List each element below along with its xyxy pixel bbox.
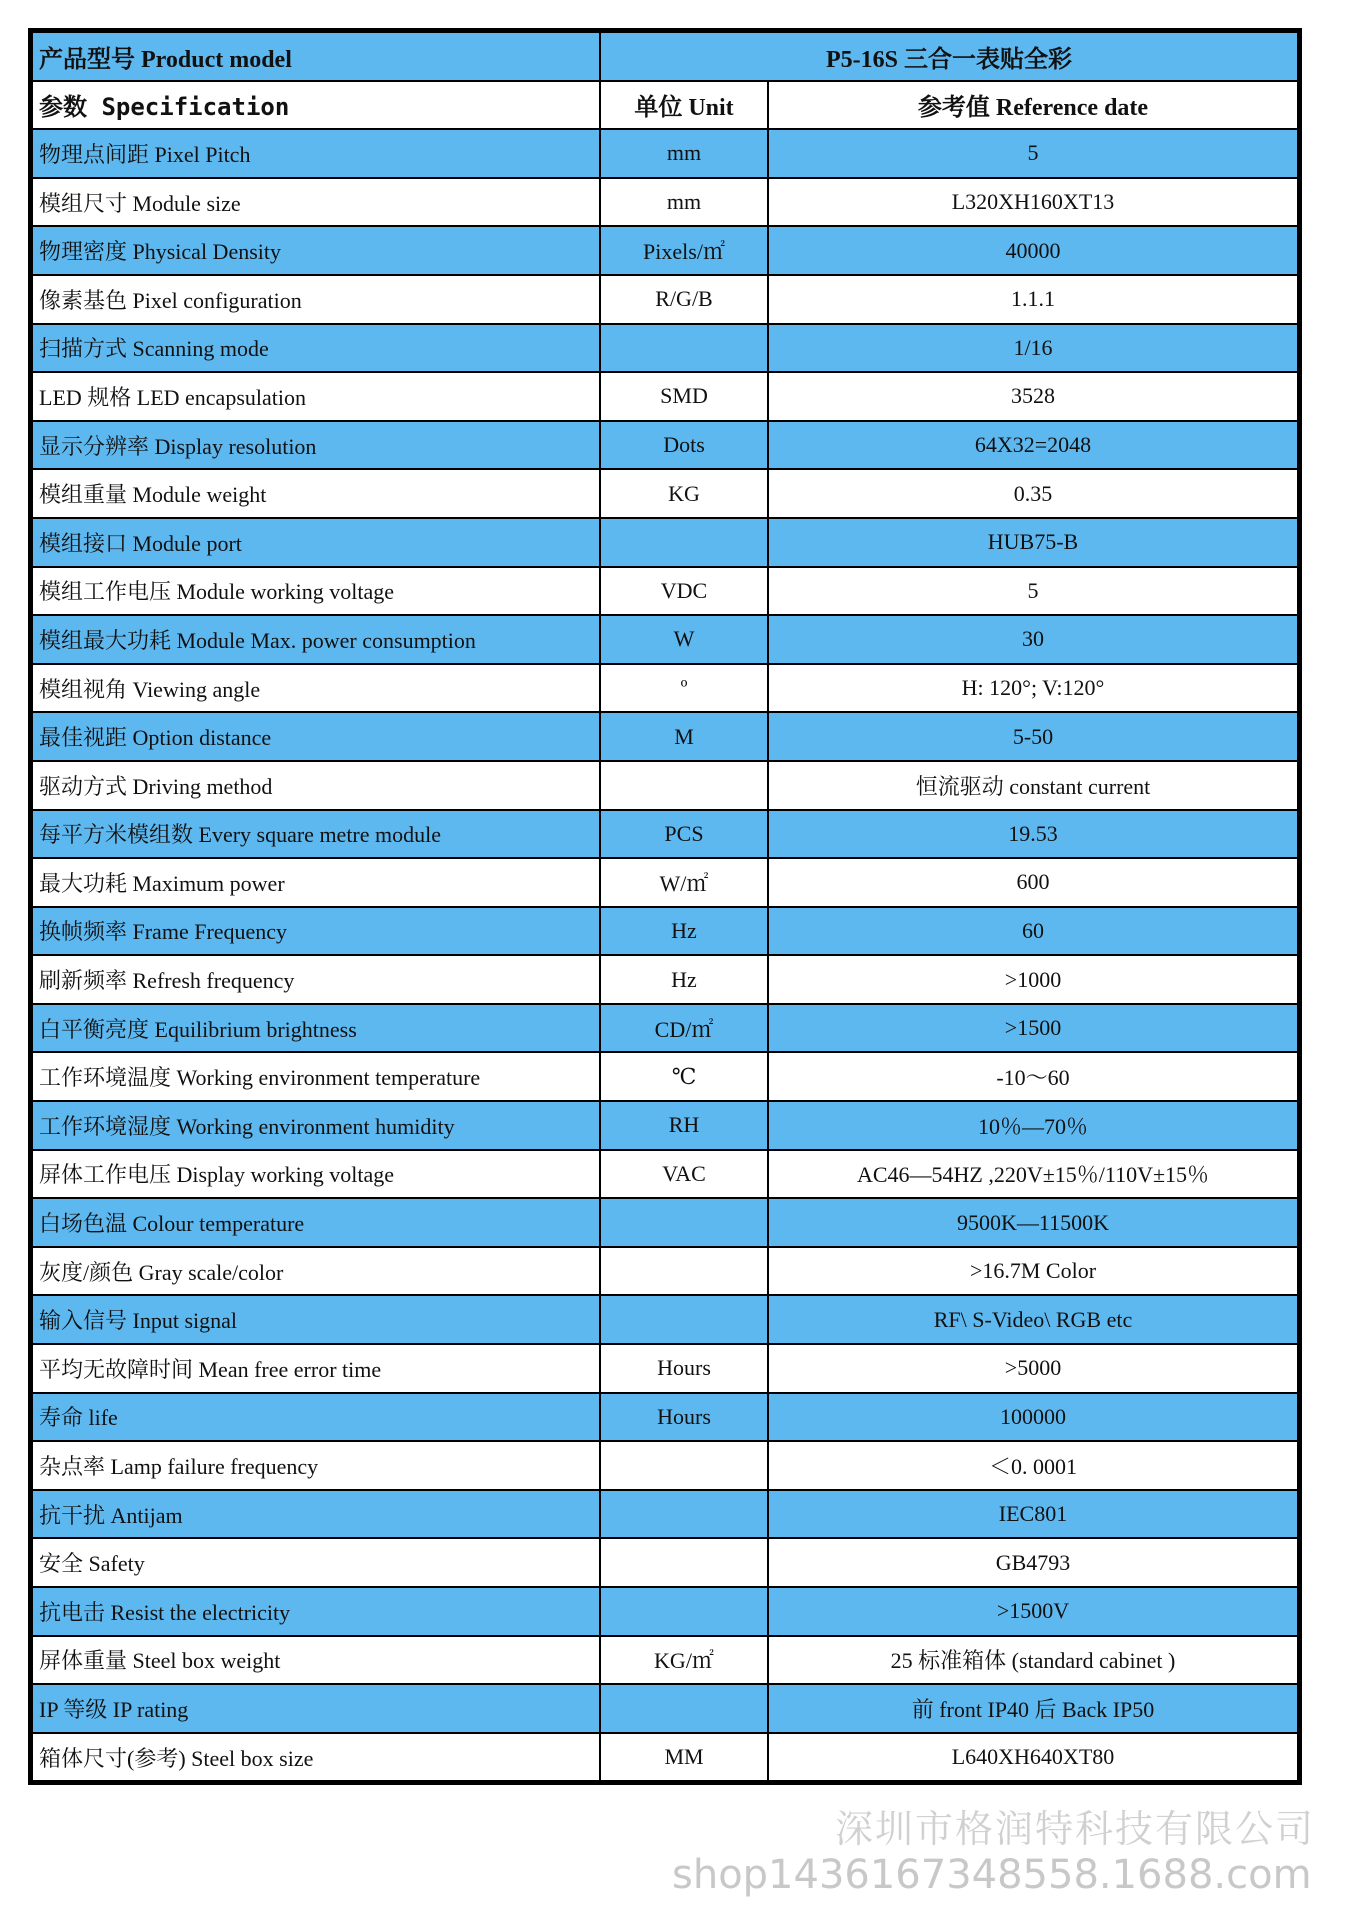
table-row [32, 955, 1298, 1004]
table-row [32, 226, 1298, 275]
spec-param-cell: 驱动方式 Driving method [32, 761, 600, 810]
table-row [32, 324, 1298, 373]
spec-unit-cell: M [600, 712, 768, 761]
spec-unit-cell: Hours [600, 1344, 768, 1393]
table-row [32, 907, 1298, 956]
table-row [32, 178, 1298, 227]
table-row [32, 1295, 1298, 1344]
spec-value-cell: 10％—70％ [768, 1101, 1298, 1150]
column-header-unit: 单位 Unit [600, 81, 768, 130]
spec-value-cell: >1500 [768, 1004, 1298, 1053]
table-row [32, 567, 1298, 616]
spec-param-cell: 屏体重量 Steel box weight [32, 1636, 600, 1685]
spec-param-cell: 白场色温 Colour temperature [32, 1198, 600, 1247]
spec-param-cell: 模组接口 Module port [32, 518, 600, 567]
spec-value-cell: 5 [768, 567, 1298, 616]
table-row [32, 1490, 1298, 1539]
spec-unit-cell: VDC [600, 567, 768, 616]
shop-url-watermark: shop1436167348558.1688.com [672, 1852, 1312, 1898]
spec-param-cell: LED 规格 LED encapsulation [32, 372, 600, 421]
model-row [32, 32, 1298, 81]
spec-value-cell: 60 [768, 907, 1298, 956]
spec-unit-cell: Pixels/㎡ [600, 226, 768, 275]
spec-unit-cell: º [600, 664, 768, 713]
spec-param-cell: 模组重量 Module weight [32, 469, 600, 518]
spec-value-cell: 40000 [768, 226, 1298, 275]
spec-param-cell: 屏体工作电压 Display working voltage [32, 1150, 600, 1199]
spec-value-cell: >5000 [768, 1344, 1298, 1393]
spec-value-cell: 30 [768, 615, 1298, 664]
spec-value-cell: 3528 [768, 372, 1298, 421]
spec-unit-cell [600, 1538, 768, 1587]
spec-unit-cell: Dots [600, 421, 768, 470]
table-row [32, 1636, 1298, 1685]
spec-value-cell: HUB75-B [768, 518, 1298, 567]
spec-unit-cell [600, 518, 768, 567]
spec-param-cell: 模组视角 Viewing angle [32, 664, 600, 713]
spec-value-cell: 0.35 [768, 469, 1298, 518]
spec-unit-cell: VAC [600, 1150, 768, 1199]
table-row [32, 469, 1298, 518]
column-header-param: 参数 Specification [32, 81, 600, 130]
spec-value-cell: 1.1.1 [768, 275, 1298, 324]
spec-unit-cell: W [600, 615, 768, 664]
table-row [32, 615, 1298, 664]
table-row [32, 372, 1298, 421]
spec-value-cell: H: 120°; V:120° [768, 664, 1298, 713]
spec-param-cell: 每平方米模组数 Every square metre module [32, 810, 600, 859]
spec-param-cell: 抗干扰 Antijam [32, 1490, 600, 1539]
table-row [32, 1393, 1298, 1442]
spec-unit-cell: W/㎡ [600, 858, 768, 907]
spec-param-cell: 箱体尺寸(参考) Steel box size [32, 1733, 600, 1782]
spec-unit-cell: CD/㎡ [600, 1004, 768, 1053]
spec-unit-cell: PCS [600, 810, 768, 859]
table-row [32, 1684, 1298, 1733]
spec-param-cell: 输入信号 Input signal [32, 1295, 600, 1344]
spec-value-cell: >1500V [768, 1587, 1298, 1636]
table-row [32, 810, 1298, 859]
spec-unit-cell: SMD [600, 372, 768, 421]
model-value: P5-16S 三合一表贴全彩 [600, 32, 1298, 81]
spec-unit-cell: R/G/B [600, 275, 768, 324]
spec-param-cell: 白平衡亮度 Equilibrium brightness [32, 1004, 600, 1053]
spec-param-cell: 工作环境温度 Working environment temperature [32, 1052, 600, 1101]
spec-unit-cell: RH [600, 1101, 768, 1150]
spec-param-cell: 显示分辨率 Display resolution [32, 421, 600, 470]
spec-unit-cell [600, 1295, 768, 1344]
column-header-value: 参考值 Reference date [768, 81, 1298, 130]
spec-unit-cell [600, 1247, 768, 1296]
table-row [32, 1344, 1298, 1393]
table-row [32, 421, 1298, 470]
table-row [32, 761, 1298, 810]
spec-unit-cell: KG/㎡ [600, 1636, 768, 1685]
spec-value-cell: L640XH640XT80 [768, 1733, 1298, 1782]
spec-param-cell: 抗电击 Resist the electricity [32, 1587, 600, 1636]
spec-unit-cell: MM [600, 1733, 768, 1782]
table-row [32, 1198, 1298, 1247]
table-row [32, 1150, 1298, 1199]
spec-unit-cell [600, 324, 768, 373]
spec-value-cell: ＜0. 0001 [768, 1441, 1298, 1490]
spec-value-cell: RF\ S-Video\ RGB etc [768, 1295, 1298, 1344]
spec-param-cell: 最佳视距 Option distance [32, 712, 600, 761]
spec-value-cell: 9500K—11500K [768, 1198, 1298, 1247]
column-header-row [32, 81, 1298, 130]
table-row [32, 1733, 1298, 1782]
spec-param-cell: 物理密度 Physical Density [32, 226, 600, 275]
table-row [32, 129, 1298, 178]
spec-value-cell: 600 [768, 858, 1298, 907]
table-row [32, 1004, 1298, 1053]
spec-unit-cell: ℃ [600, 1052, 768, 1101]
spec-value-cell: 25 标准箱体 (standard cabinet ) [768, 1636, 1298, 1685]
spec-param-cell: 模组工作电压 Module working voltage [32, 567, 600, 616]
spec-value-cell: 5 [768, 129, 1298, 178]
spec-value-cell: AC46—54HZ ,220V±15％/110V±15％ [768, 1150, 1298, 1199]
spec-param-cell: 物理点间距 Pixel Pitch [32, 129, 600, 178]
spec-value-cell: -10～60 [768, 1052, 1298, 1101]
spec-param-cell: 换帧频率 Frame Frequency [32, 907, 600, 956]
spec-unit-cell [600, 1198, 768, 1247]
spec-param-cell: 平均无故障时间 Mean free error time [32, 1344, 600, 1393]
table-row [32, 1101, 1298, 1150]
spec-param-cell: 安全 Safety [32, 1538, 600, 1587]
spec-value-cell: >1000 [768, 955, 1298, 1004]
table-row [32, 1247, 1298, 1296]
spec-unit-cell [600, 1441, 768, 1490]
table-row [32, 664, 1298, 713]
spec-value-cell: 19.53 [768, 810, 1298, 859]
spec-unit-cell: Hours [600, 1393, 768, 1442]
spec-value-cell: GB4793 [768, 1538, 1298, 1587]
spec-table [31, 31, 1299, 1782]
table-row [32, 712, 1298, 761]
spec-param-cell: IP 等级 IP rating [32, 1684, 600, 1733]
spec-value-cell: 恒流驱动 constant current [768, 761, 1298, 810]
company-watermark: 深圳市格润特科技有限公司 [835, 1807, 1316, 1851]
spec-param-cell: 寿命 life [32, 1393, 600, 1442]
spec-unit-cell: Hz [600, 907, 768, 956]
spec-unit-cell: mm [600, 178, 768, 227]
table-row [32, 1441, 1298, 1490]
spec-value-cell: 1/16 [768, 324, 1298, 373]
spec-param-cell: 最大功耗 Maximum power [32, 858, 600, 907]
spec-value-cell: 64X32=2048 [768, 421, 1298, 470]
spec-value-cell: IEC801 [768, 1490, 1298, 1539]
spec-unit-cell: KG [600, 469, 768, 518]
spec-param-cell: 杂点率 Lamp failure frequency [32, 1441, 600, 1490]
table-row [32, 1052, 1298, 1101]
spec-unit-cell [600, 1684, 768, 1733]
table-row [32, 1587, 1298, 1636]
spec-param-cell: 刷新频率 Refresh frequency [32, 955, 600, 1004]
spec-param-cell: 扫描方式 Scanning mode [32, 324, 600, 373]
spec-unit-cell: mm [600, 129, 768, 178]
spec-unit-cell [600, 1490, 768, 1539]
table-row [32, 275, 1298, 324]
spec-unit-cell [600, 761, 768, 810]
spec-param-cell: 模组尺寸 Module size [32, 178, 600, 227]
model-label: 产品型号 Product model [32, 32, 600, 81]
spec-unit-cell [600, 1587, 768, 1636]
spec-param-cell: 灰度/颜色 Gray scale/color [32, 1247, 600, 1296]
spec-param-cell: 模组最大功耗 Module Max. power consumption [32, 615, 600, 664]
spec-value-cell: >16.7M Color [768, 1247, 1298, 1296]
table-row [32, 518, 1298, 567]
table-row [32, 858, 1298, 907]
spec-param-cell: 工作环境湿度 Working environment humidity [32, 1101, 600, 1150]
spec-param-cell: 像素基色 Pixel configuration [32, 275, 600, 324]
spec-sheet [28, 28, 1302, 1785]
spec-value-cell: 5-50 [768, 712, 1298, 761]
spec-value-cell: 100000 [768, 1393, 1298, 1442]
spec-value-cell: 前 front IP40 后 Back IP50 [768, 1684, 1298, 1733]
spec-unit-cell: Hz [600, 955, 768, 1004]
spec-value-cell: L320XH160XT13 [768, 178, 1298, 227]
table-row [32, 1538, 1298, 1587]
